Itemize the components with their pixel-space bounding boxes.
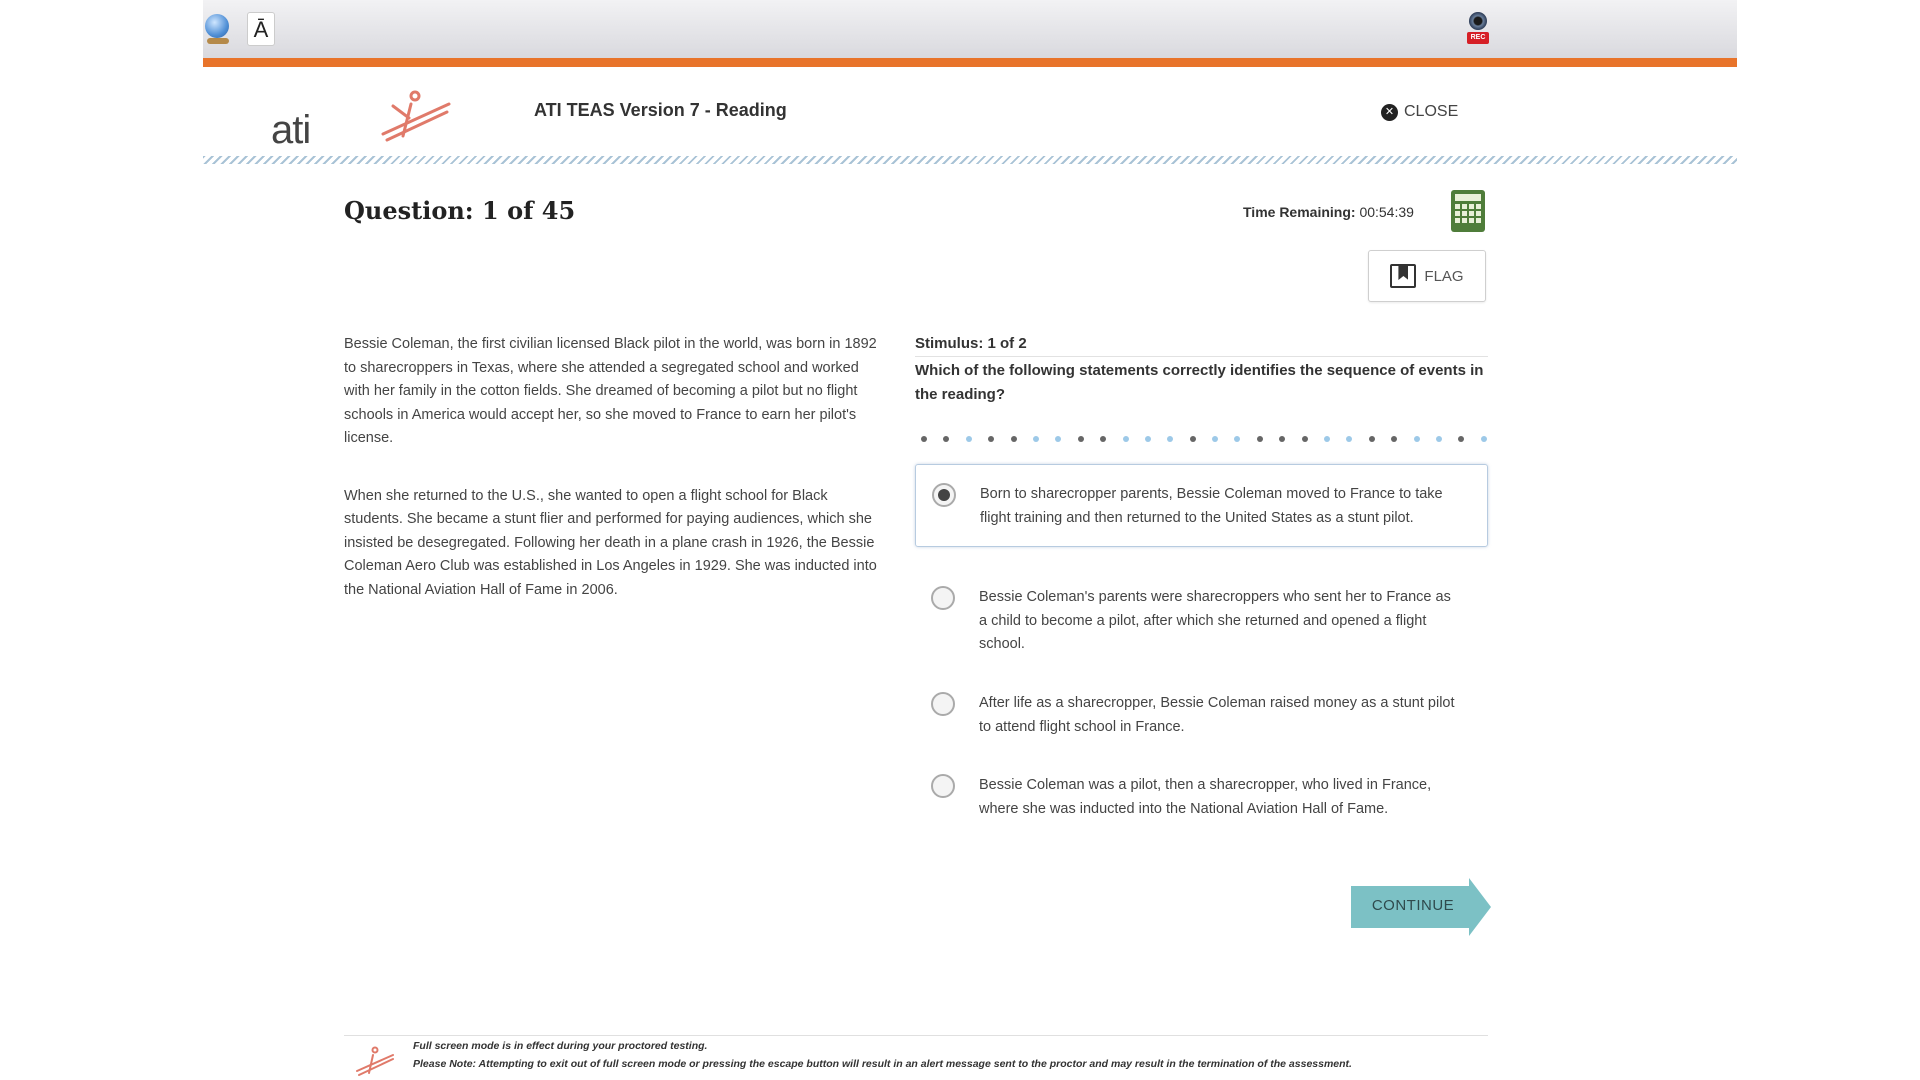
answer-option-b[interactable] [915, 586, 1488, 657]
toolbar-accent-stripe [203, 58, 1737, 67]
continue-label[interactable]: CONTINUE [1371, 897, 1455, 914]
divider-dot [1100, 436, 1106, 442]
system-toolbar [203, 0, 1737, 58]
radio-button[interactable] [931, 692, 955, 716]
calculator-screen [1455, 194, 1481, 201]
bookmark-flag-icon [1390, 264, 1416, 288]
divider-dot [943, 436, 949, 442]
divider-dot [1212, 436, 1218, 442]
header-divider [203, 156, 1737, 164]
divider-dot [1078, 436, 1084, 442]
divider-dot [1391, 436, 1397, 442]
close-icon: ✕ [1381, 104, 1398, 121]
radio-button[interactable] [931, 774, 955, 798]
ati-footer-logo-icon [353, 1045, 399, 1079]
divider-dot [1458, 436, 1464, 442]
radio-button-selected[interactable] [932, 483, 956, 507]
flag-button[interactable] [1368, 250, 1486, 302]
font-size-icon[interactable]: Ā [247, 12, 275, 46]
answer-option-text: Bessie Coleman's parents were sharecroppers who sent her to France as a child to become a pilot, after which she returned and opened a flight school. [979, 589, 1451, 652]
divider-dot [1481, 436, 1487, 442]
ati-logo-text: ati [271, 108, 311, 152]
divider-dot [1123, 436, 1129, 442]
divider-dot [1167, 436, 1173, 442]
answer-option-d[interactable] [915, 774, 1488, 821]
webcam-recording-icon [1465, 12, 1491, 48]
reading-passage [344, 333, 884, 636]
divider-dot [1346, 436, 1352, 442]
proctoring-notice [413, 1040, 1443, 1076]
stimulus-label: Stimulus: 1 of 2 [915, 335, 1027, 352]
divider-dot [1279, 436, 1285, 442]
time-remaining-label: Time Remaining: [1243, 204, 1356, 220]
divider-dot [1190, 436, 1196, 442]
dotted-divider [921, 434, 1487, 444]
radio-button[interactable] [931, 586, 955, 610]
divider-dot [1145, 436, 1151, 442]
footer-divider [344, 1035, 1488, 1036]
answer-option-c[interactable] [915, 692, 1488, 739]
divider-dot [1369, 436, 1375, 442]
flag-label: FLAG [1424, 267, 1464, 285]
divider-dot [1436, 436, 1442, 442]
time-remaining [1243, 204, 1414, 220]
question-prompt: Which of the following statements correctly identifies the sequence of events in the reading? [915, 362, 1484, 403]
test-window [203, 0, 1737, 1080]
divider-dot [1055, 436, 1061, 442]
app-title: ATI TEAS Version 7 - Reading [534, 100, 787, 120]
divider-dot [1011, 436, 1017, 442]
answer-option-text: Bessie Coleman was a pilot, then a sharecropper, who lived in France, where she was inducted into the National Aviation Hall of Fame. [979, 777, 1432, 817]
calculator-icon[interactable] [1451, 190, 1485, 232]
rec-badge: REC [1467, 32, 1489, 44]
close-label: CLOSE [1404, 103, 1459, 120]
divider-dot [1324, 436, 1330, 442]
answer-option-a[interactable] [915, 464, 1488, 547]
answer-option-text: Born to sharecropper parents, Bessie Coleman moved to France to take flight training and then returned to the United States as a stunt pilot. [980, 486, 1443, 526]
divider-dot [1414, 436, 1420, 442]
stimulus-divider [915, 356, 1488, 357]
fullscreen-notice: Full screen mode is in effect during your proctored testing. [413, 1040, 708, 1052]
divider-dot [921, 436, 927, 442]
calculator-keys [1455, 204, 1481, 223]
answer-option-text: After life as a sharecropper, Bessie Coleman raised money as a stunt pilot to attend flight school in France. [979, 695, 1455, 735]
divider-dot [1302, 436, 1308, 442]
divider-dot [988, 436, 994, 442]
time-remaining-value: 00:54:39 [1359, 204, 1414, 220]
passage-paragraph: When she returned to the U.S., she wanted to open a flight school for Black students. She became a stunt flier and performed for paying audiences, which she insisted be desegregated. Following her death in a plane crash in 1926, the Bessie Coleman Aero Club was established in Los Angeles in 1929. She was inducted into the National Aviation Hall of Fame in 2006. [344, 487, 877, 598]
divider-dot [1257, 436, 1263, 442]
close-button[interactable] [1381, 103, 1458, 121]
question-number: Question: 1 of 45 [344, 196, 576, 225]
divider-dot [966, 436, 972, 442]
escape-warning-notice: Please Note: Attempting to exit out of full screen mode or pressing the escape button will result in an alert message sent to the proctor and may result in the termination of the assessment. [413, 1058, 1352, 1070]
passage-paragraph: Bessie Coleman, the first civilian licensed Black pilot in the world, was born in 1892 to sharecroppers in Texas, where she attended a segregated school and worked with her family in the cotton fields. She dreamed of becoming a pilot but no flight schools in America would accept her, so she moved to France to earn her pilot's license. [344, 336, 877, 446]
globe-icon[interactable] [205, 14, 229, 38]
globe-stand-icon [207, 38, 229, 44]
webcam-lens-icon [1469, 12, 1487, 30]
ati-logo-figure-icon [363, 86, 473, 152]
divider-dot [1033, 436, 1039, 442]
divider-dot [1234, 436, 1240, 442]
